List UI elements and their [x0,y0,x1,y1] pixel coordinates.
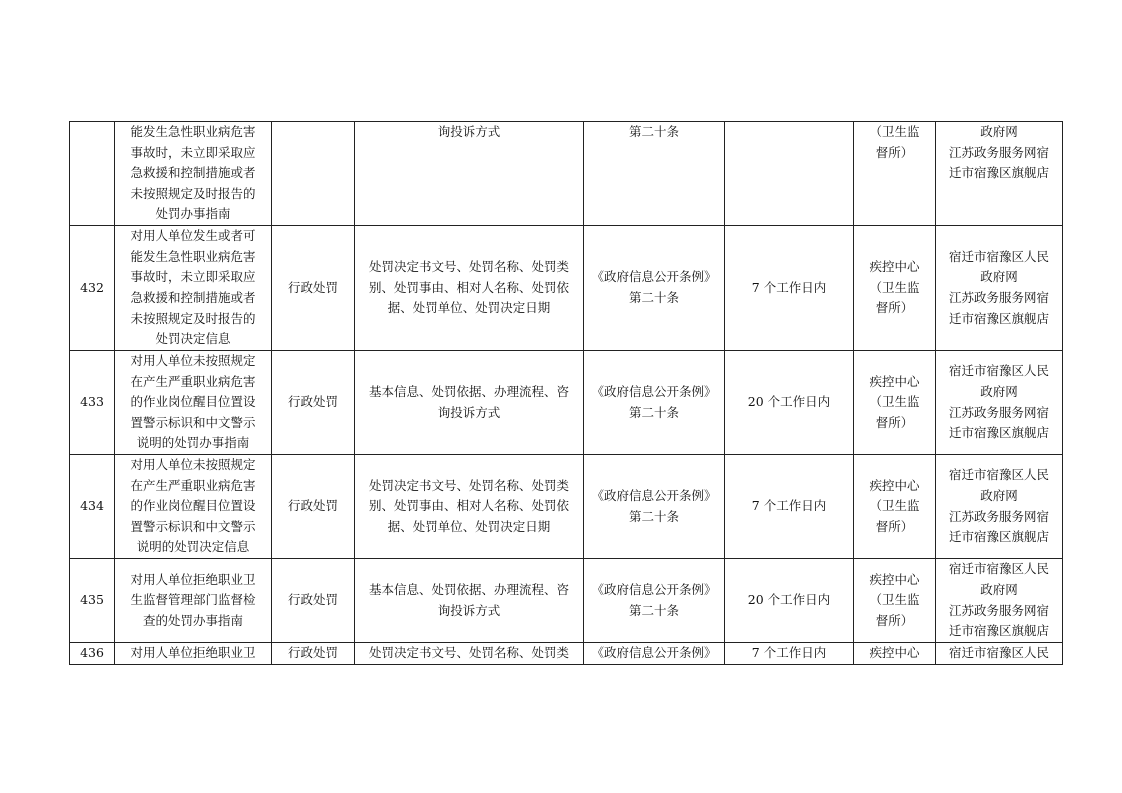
cell-item-name-line: 处罚决定信息 [155,331,231,347]
cell-disclosure-content-line: 基本信息、处罚依据、办理流程、咨 [368,383,569,399]
cell-item-type-text: 行政处罚 [287,394,338,410]
cell-disclosure-time [725,122,854,226]
cell-item-type-text: 行政处罚 [287,645,338,660]
cell-disclosure-subject [854,122,936,226]
table-row [70,455,1063,559]
cell-number [70,122,115,226]
cell-disclosure-channel-line: 政府网 [980,383,1018,399]
cell-disclosure-channel [936,122,1063,226]
cell-item-name-line: 的作业岗位醒目位置设 [130,498,256,514]
cell-disclosure-subject [854,226,936,351]
cell-disclosure-channel-line: 政府网 [980,581,1018,597]
cell-disclosure-basis-line: 《政府信息公开条例》 [591,487,717,503]
cell-disclosure-subject-line: 疾控中心 [869,645,920,660]
cell-item-name-line: 对用人单位拒绝职业卫 [130,645,256,660]
cell-item-name-line: 能发生急性职业病危害 [130,124,256,139]
cell-disclosure-time-text: 7 个工作日内 [751,498,827,514]
cell-disclosure-content-line: 询投诉方式 [437,404,501,420]
cell-item-name-line: 说明的处罚决定信息 [136,539,250,555]
cell-disclosure-basis-line: 《政府信息公开条例》 [591,383,717,399]
cell-disclosure-subject-line: （卫生监 [869,394,920,410]
cell-disclosure-time-text: 20 个工作日内 [747,592,831,608]
cell-item-type [272,455,355,559]
cell-disclosure-subject-line: （卫生监 [869,498,920,514]
cell-disclosure-content-line: 处罚决定书文号、处罚名称、处罚类 [368,477,569,493]
cell-item-type [272,351,355,455]
cell-disclosure-subject-line: 疾控中心 [869,259,920,275]
cell-disclosure-basis [584,351,725,455]
cell-disclosure-content-line: 处罚决定书文号、处罚名称、处罚类 [368,259,569,275]
cell-disclosure-channel [936,226,1063,351]
cell-item-type [272,122,355,226]
cell-disclosure-channel-line: 江苏政务服务网宿 [948,290,1049,305]
cell-item-name-line: 对用人单位发生或者可 [130,228,256,244]
cell-disclosure-channel [936,559,1063,643]
cell-disclosure-subject-line: （卫生监 [869,124,920,139]
table-row [70,226,1063,351]
cell-disclosure-time [725,559,854,643]
cell-disclosure-time-text: 7 个工作日内 [751,279,827,295]
cell-disclosure-channel-line: 迁市宿豫区旗舰店 [948,623,1049,639]
cell-item-name [115,559,272,643]
cell-disclosure-channel-line: 政府网 [980,269,1018,285]
cell-disclosure-subject-line: 督所） [875,414,914,430]
cell-disclosure-content-line: 处罚决定书文号、处罚名称、处罚类 [368,645,569,660]
cell-item-name-line: 置警示标识和中文警示 [130,518,256,534]
cell-item-type [272,643,355,665]
cell-disclosure-channel-line: 政府网 [980,124,1018,139]
cell-item-name [115,351,272,455]
cell-item-name-line: 在产生严重职业病危害 [130,477,256,493]
cell-disclosure-subject-line: （卫生监 [869,592,920,608]
cell-disclosure-basis-line: 《政府信息公开条例》 [591,581,717,597]
cell-disclosure-content-line: 基本信息、处罚依据、办理流程、咨 [368,581,569,597]
cell-disclosure-content-line: 别、处罚事由、相对人名称、处罚依 [368,498,569,514]
cell-disclosure-basis-line: 《政府信息公开条例》 [591,269,717,285]
cell-disclosure-subject-line: 疾控中心 [869,571,920,587]
cell-item-type-text: 行政处罚 [287,498,338,514]
cell-item-name [115,122,272,226]
cell-item-name [115,226,272,351]
cell-item-name-line: 对用人单位未按照规定 [130,457,256,473]
cell-disclosure-channel-line: 迁市宿豫区旗舰店 [948,529,1049,545]
cell-disclosure-channel [936,455,1063,559]
cell-disclosure-channel-line: 政府网 [980,487,1018,503]
cell-disclosure-basis-line: 第二十条 [628,124,679,139]
cell-disclosure-subject-line: （卫生监 [869,279,920,295]
cell-disclosure-subject-line: 督所） [875,518,914,534]
cell-item-name-line: 急救援和控制措施或者 [130,290,256,305]
cell-disclosure-subject [854,643,936,665]
cell-disclosure-content [355,559,584,643]
table-row [70,559,1063,643]
cell-disclosure-time [725,643,854,665]
cell-disclosure-basis [584,226,725,351]
cell-number-text: 434 [80,498,104,514]
cell-number-text: 436 [80,645,104,660]
cell-item-name-line: 处罚办事指南 [155,206,231,222]
cell-disclosure-channel-line: 宿迁市宿豫区人民 [948,363,1049,379]
cell-disclosure-basis-line: 第二十条 [628,602,679,618]
cell-disclosure-channel-line: 迁市宿豫区旗舰店 [948,310,1049,326]
cell-disclosure-channel [936,643,1063,665]
cell-item-name-line: 在产生严重职业病危害 [130,373,256,389]
cell-number [70,559,115,643]
cell-disclosure-channel-line: 江苏政务服务网宿 [948,602,1049,618]
cell-item-name [115,455,272,559]
table-row [70,643,1063,665]
cell-item-name-line: 置警示标识和中文警示 [130,414,256,430]
cell-disclosure-channel-line: 江苏政务服务网宿 [948,508,1049,524]
cell-number-text: 433 [80,394,104,410]
cell-item-name-line: 未按照规定及时报告的 [130,185,256,201]
cell-disclosure-basis-line: 第二十条 [628,508,679,524]
cell-disclosure-channel-line: 江苏政务服务网宿 [948,404,1049,420]
cell-disclosure-content [355,122,584,226]
cell-disclosure-basis [584,559,725,643]
cell-disclosure-channel [936,351,1063,455]
cell-disclosure-content [355,643,584,665]
cell-item-name-line: 未按照规定及时报告的 [130,310,256,326]
cell-disclosure-subject [854,351,936,455]
cell-disclosure-basis [584,455,725,559]
table-row [70,122,1063,226]
cell-disclosure-content-line: 据、处罚单位、处罚决定日期 [387,518,551,534]
cell-disclosure-content-line: 别、处罚事由、相对人名称、处罚依 [368,279,569,295]
cell-number [70,226,115,351]
cell-disclosure-channel-line: 迁市宿豫区旗舰店 [948,165,1049,181]
cell-disclosure-subject-line: 疾控中心 [869,373,920,389]
cell-number [70,455,115,559]
cell-item-name-line: 查的处罚办事指南 [142,612,243,628]
cell-item-name-line: 说明的处罚办事指南 [136,435,250,451]
cell-disclosure-basis [584,122,725,226]
cell-disclosure-basis-line: 《政府信息公开条例》 [591,645,717,660]
cell-disclosure-subject [854,455,936,559]
cell-item-name-line: 能发生急性职业病危害 [130,248,256,264]
cell-disclosure-subject-line: 督所） [875,300,914,316]
cell-disclosure-content [355,226,584,351]
cell-disclosure-time [725,226,854,351]
cell-disclosure-channel-line: 江苏政务服务网宿 [948,144,1049,160]
table-row [70,351,1063,455]
cell-number [70,643,115,665]
cell-disclosure-channel-line: 宿迁市宿豫区人民 [948,561,1049,577]
cell-disclosure-basis-line: 第二十条 [628,290,679,305]
cell-item-type [272,559,355,643]
cell-disclosure-channel-line: 迁市宿豫区旗舰店 [948,425,1049,441]
cell-disclosure-subject-line: 督所） [875,612,914,628]
cell-disclosure-subject-line: 督所） [875,144,914,160]
cell-disclosure-time-text: 7 个工作日内 [751,645,827,660]
cell-item-name-line: 生监督管理部门监督检 [130,592,256,608]
cell-number-text: 435 [80,592,104,608]
cell-disclosure-subject [854,559,936,643]
cell-disclosure-content [355,351,584,455]
cell-item-type-text: 行政处罚 [287,279,338,295]
cell-disclosure-content-line: 据、处罚单位、处罚决定日期 [387,300,551,316]
cell-item-name-line: 的作业岗位醒目位置设 [130,394,256,410]
cell-item-name-line: 对用人单位未按照规定 [130,353,256,369]
cell-disclosure-channel-line: 宿迁市宿豫区人民 [948,248,1049,264]
cell-number [70,351,115,455]
cell-disclosure-content-line: 询投诉方式 [437,602,501,618]
cell-disclosure-time [725,351,854,455]
cell-disclosure-content [355,455,584,559]
cell-item-type-text: 行政处罚 [287,592,338,608]
cell-disclosure-content-line: 询投诉方式 [437,124,501,139]
table-body [70,122,1063,665]
cell-disclosure-subject-line: 疾控中心 [869,477,920,493]
cell-disclosure-channel-line: 宿迁市宿豫区人民 [948,645,1049,660]
cell-disclosure-time [725,455,854,559]
cell-item-name-line: 急救援和控制措施或者 [130,165,256,181]
cell-item-type [272,226,355,351]
cell-disclosure-basis-line: 第二十条 [628,404,679,420]
cell-number-text: 432 [80,279,104,295]
cell-item-name-line: 事故时，未立即采取应 [130,269,256,285]
cell-item-name-line: 事故时，未立即采取应 [130,144,256,160]
cell-disclosure-time-text: 20 个工作日内 [747,394,831,410]
cell-disclosure-channel-line: 宿迁市宿豫区人民 [948,467,1049,483]
cell-disclosure-basis [584,643,725,665]
cell-item-name-line: 对用人单位拒绝职业卫 [130,571,256,587]
disclosure-table [69,121,1063,665]
cell-item-name [115,643,272,665]
